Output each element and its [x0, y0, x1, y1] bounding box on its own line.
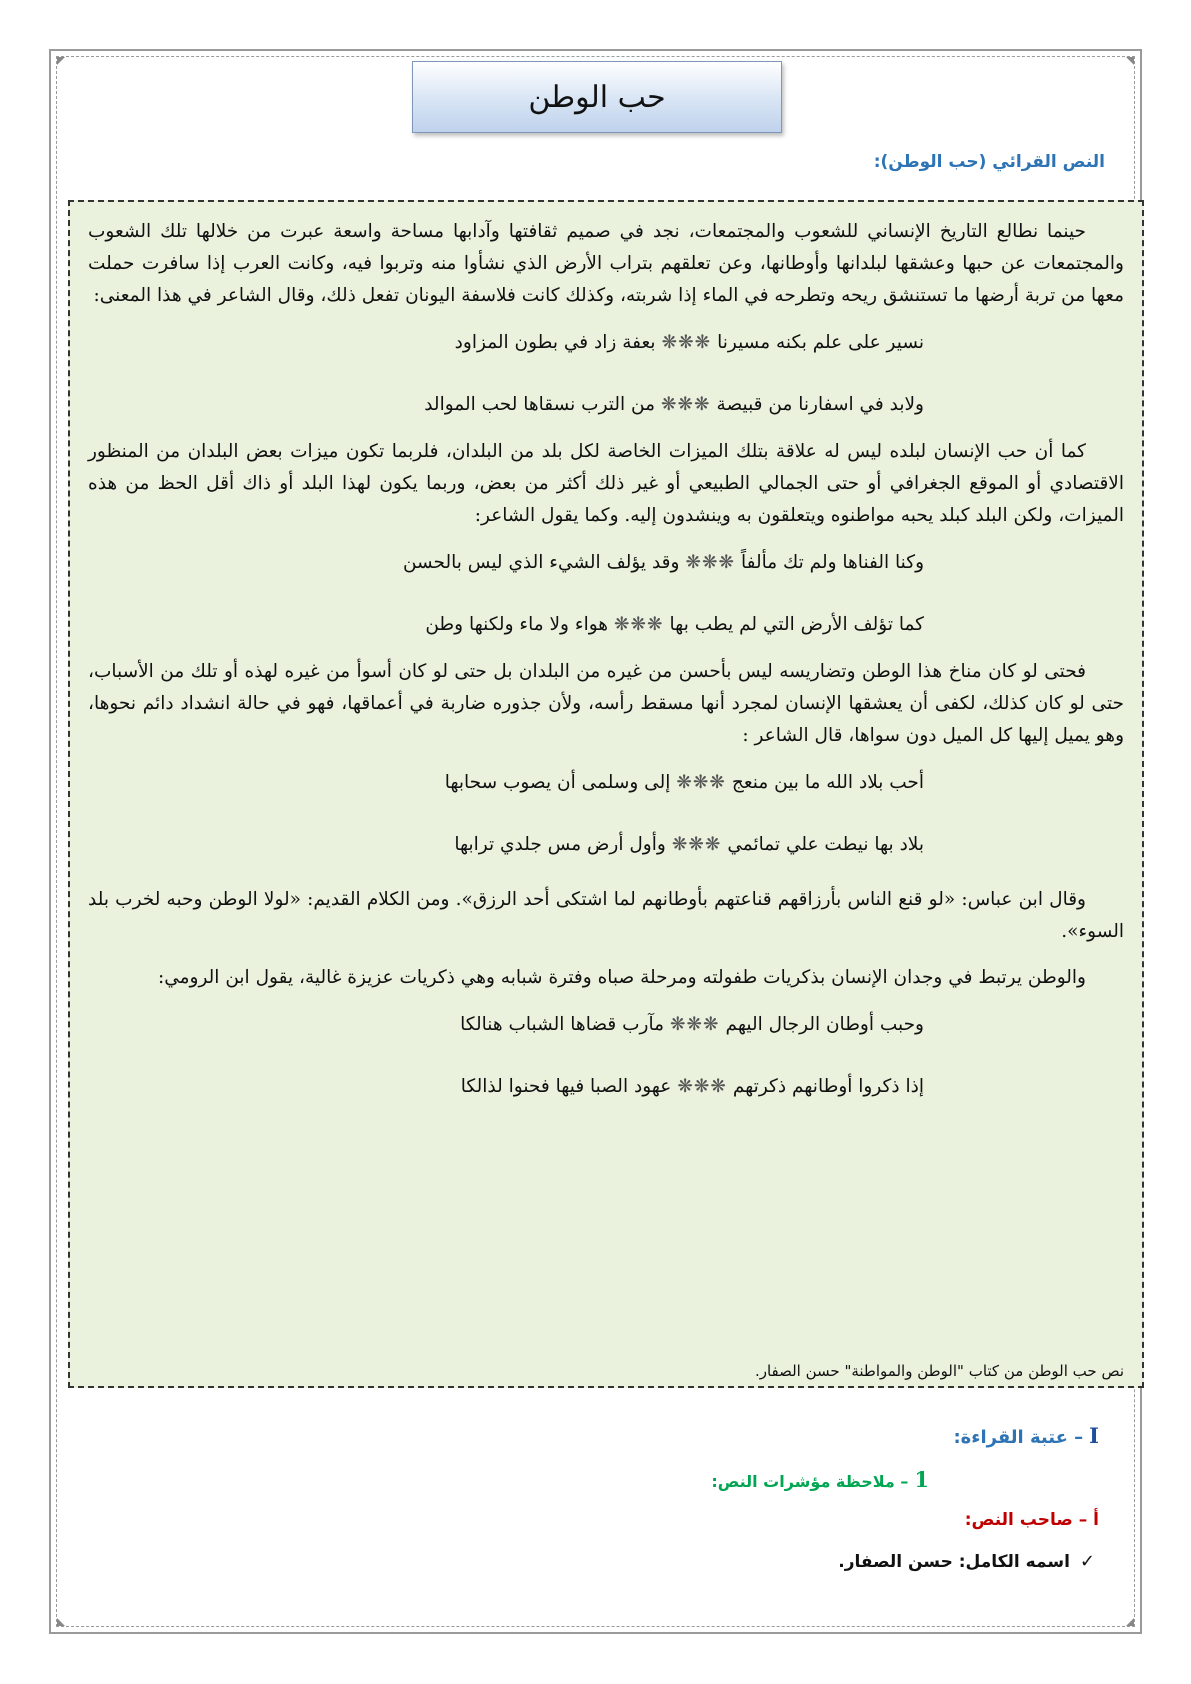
- verse-1: [88, 312, 1124, 374]
- verse-2: [88, 374, 1124, 436]
- verse-7: [88, 994, 1124, 1056]
- paragraph-3: فحتى لو كان مناخ هذا الوطن وتضاريسه ليس بأحسن من غيره من البلدان بل حتى لو كان أسوأ من غيره لهذه أو تلك من الأسباب، حتى لو كان كذلك، لكفى أن يعشقها الإنسان لمجرد أنها مسقط رأسه، ولأن جذوره ضاربة في أعماقها، فهو في حالة انشداد دائم نحوها، وهو يميل إليها كل الميل دون سواها، قال الشاعر :: [88, 661, 1124, 746]
- verse-2-first-half: ولابد في اسفارنا من قبيصة: [716, 394, 924, 415]
- verse-5: [88, 752, 1124, 814]
- verse-4: [88, 594, 1124, 656]
- verse-2-second-half: من الترب نسقاها لحب الموالد: [424, 394, 656, 415]
- verse-6-second-half: وأول أرض مس جلدي ترابها: [454, 834, 666, 855]
- verse-8-second-half: عهود الصبا فيها فحنوا لذالكا: [460, 1076, 672, 1097]
- verse-8-first-half: إذا ذكروا أوطانهم ذكرتهم: [732, 1076, 924, 1097]
- verse-8: [88, 1056, 1124, 1118]
- heading-text: – ملاحظة مؤشرات النص:: [711, 1472, 909, 1491]
- heading-number: 1: [914, 1467, 929, 1492]
- heading-text: – عتبة القراءة:: [953, 1427, 1084, 1448]
- paragraph-1: حينما نطالع التاريخ الإنساني للشعوب والمجتمعات، نجد في صميم ثقافتها وآدابها مساحة واسعة عبرت من خلالها تلك الشعوب والمجتمعات عن حبها وعشقها لبلدانها وأوطانها، وعن تعلقهم بتراب الأرض الذي نشأوا منه وتربوا فيه، وكانت العرب إذا سافرت حملت معها من تربة أرضها ما تستنشق ريحه وتطرحه في الماء إذا شربته، وكذلك كانت فلاسفة اليونان تفعل ذلك، وقال الشاعر في هذا المعنى:: [88, 221, 1124, 306]
- verse-1-second-half: بعفة زاد في بطون المزاود: [454, 332, 656, 353]
- heading-text-indicators: [711, 1467, 929, 1492]
- corner-ornament-bottom-right: [1126, 1618, 1134, 1626]
- verse-4-first-half: كما تؤلف الأرض التي لم يطب بها: [669, 614, 924, 635]
- reading-text-box: [68, 200, 1144, 1388]
- heading-reading-threshold: [953, 1423, 1099, 1448]
- verse-7-second-half: مآرب قضاها الشباب هنالكا: [460, 1014, 664, 1035]
- heading-text-author: أ – صاحب النص:: [964, 1510, 1099, 1530]
- corner-ornament-bottom-left: [57, 1618, 65, 1626]
- verse-6-first-half: بلاد بها نيطت علي تمائمي: [727, 834, 924, 855]
- paragraph-2: كما أن حب الإنسان لبلده ليس له علاقة بتلك الميزات الخاصة لكل بلد من البلدان، فلربما تكون ميزات بعض البلدان من المنظور الاقتصادي أو الموقع الجغرافي أو حتى الجمالي الطبيعي أو غير ذلك أكثر من بعض، وربما يكون لهذا البلد أو ذاك أقل الحظ من هذه الميزات، ولكن البلد كبلد يحبه مواطنوه ويتعلقون به وينشدون إليه. وكما يقول الشاعر:: [88, 441, 1124, 526]
- verse-4-second-half: هواء ولا ماء ولكنها وطن: [425, 614, 609, 635]
- author-full-name: اسمه الكامل: حسن الصفار.: [838, 1551, 1070, 1572]
- verse-separator: ❋❋❋: [661, 394, 711, 415]
- verse-5-first-half: أحب بلاد الله ما بين منعج: [731, 772, 924, 793]
- corner-ornament-top-left: [57, 57, 65, 65]
- page-title: حب الوطن: [412, 61, 782, 133]
- paragraph-5: والوطن يرتبط في وجدان الإنسان بذكريات طفولته ومرحلة صباه وفترة شبابه وهي ذكريات عزيزة غالية، يقول ابن الرومي:: [157, 967, 1086, 988]
- text-source: نص حب الوطن من كتاب "الوطن والمواطنة" حسن الصفار.: [754, 1362, 1124, 1380]
- verse-separator: ❋❋❋: [671, 834, 722, 855]
- verse-6: [88, 814, 1124, 876]
- verse-3-second-half: وقد يؤلف الشيء الذي ليس بالحسن: [402, 552, 680, 573]
- verse-separator: ❋❋❋: [670, 1014, 720, 1035]
- checkmark-icon: ✓: [1079, 1551, 1095, 1572]
- verse-separator: ❋❋❋: [676, 772, 726, 793]
- heading-number: I: [1089, 1423, 1099, 1448]
- verse-1-first-half: نسير على علم بكنه مسيرنا: [717, 332, 924, 353]
- verse-3: [88, 532, 1124, 594]
- verse-separator: ❋❋❋: [685, 552, 735, 573]
- verse-separator: ❋❋❋: [661, 332, 712, 353]
- section-label: النص القرائي (حب الوطن):: [873, 152, 1105, 172]
- author-full-name-item: [838, 1551, 1095, 1572]
- corner-ornament-top-right: [1126, 57, 1134, 65]
- verse-7-first-half: وحبب أوطان الرجال اليهم: [725, 1014, 924, 1035]
- verse-separator: ❋❋❋: [677, 1076, 727, 1097]
- verse-separator: ❋❋❋: [614, 614, 664, 635]
- paragraph-4: وقال ابن عباس: «لو قنع الناس بأرزاقهم قناعتهم بأوطانهم لما اشتكى أحد الرزق». ومن الكلام القديم: «لولا الوطن وحبه لخرب بلد السوء».: [88, 889, 1124, 942]
- verse-5-second-half: إلى وسلمى أن يصوب سحابها: [444, 772, 671, 793]
- verse-3-first-half: وكنا الفناها ولم تك مألفاً: [740, 552, 924, 573]
